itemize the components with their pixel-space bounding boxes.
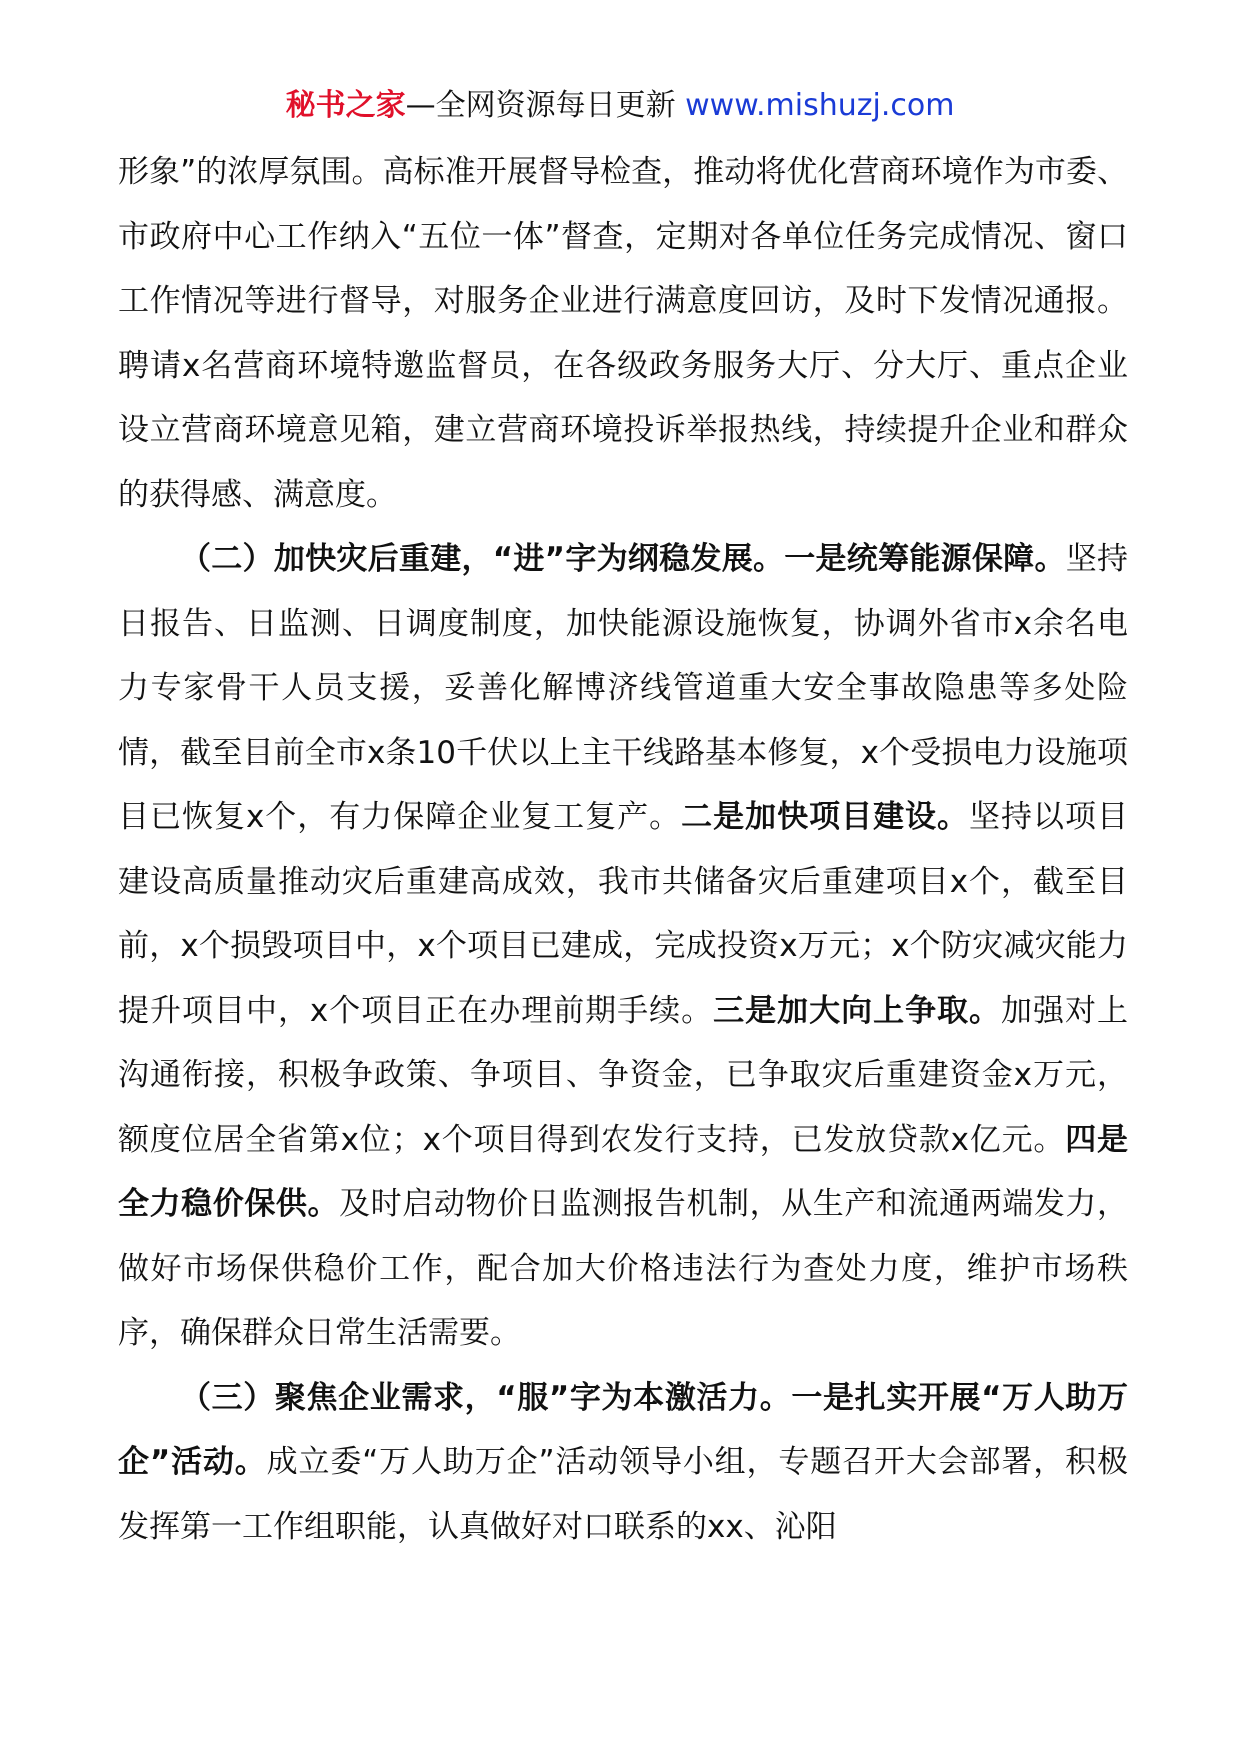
paragraph-continuation — [118, 140, 1128, 527]
point-heading: 三是加大向上争取。 — [713, 992, 1002, 1029]
paragraph-section-2 — [118, 527, 1128, 1366]
section-heading: （二）加快灾后重建，“进”字为纲稳发展。一是统筹能源保障。 — [180, 541, 1066, 577]
paragraph-text: 坚持日报告、日监测、日调度制度，加快能源设施恢复，协调外省市x余名电力专家骨干人员支援，妥善化解博济线管道重大安全事故隐患等多处险情，截至目前全市x条10千伏以上主干线路基本修复，x个受损电力设施项目已恢复x个，有力保障企业复工复产。 — [118, 541, 1129, 835]
header-url-link[interactable]: www.mishuzj.com — [685, 88, 955, 123]
paragraph-text: 及时启动物价日监测报告机制，从生产和流通两端发力，做好市场保供稳价工作，配合加大价格违法行为查处力度，维护市场秩序，确保群众日常生活需要。 — [118, 1186, 1129, 1351]
paragraph-section-3 — [118, 1366, 1128, 1560]
section-heading: （三）聚焦企业需求，“服”字为本激活力。一是扎实开展“万人助万企”活动。 — [118, 1379, 1128, 1480]
paragraph-text: 坚持以项目建设高质量推动灾后重建高成效，我市共储备灾后重建项目x个，截至目前，x个损毁项目中，x个项目已建成，完成投资x万元；x个防灾减灾能力提升项目中，x个项目正在办理前期手续。 — [118, 799, 1129, 1029]
header-slogan: —全网资源每日更新 — [405, 88, 676, 123]
paragraph-text: 形象”的浓厚氛围。高标准开展督导检查，推动将优化营商环境作为市委、市政府中心工作纳入“五位一体”督查，定期对各单位任务完成情况、窗口工作情况等进行督导，对服务企业进行满意度回访，及时下发情况通报。聘请x名营商环境特邀监督员，在各级政务服务大厅、分大厅、重点企业设立营商环境意见箱，建立营商环境投诉举报热线，持续提升企业和群众的获得感、满意度。 — [118, 154, 1128, 513]
point-heading: 二是加快项目建设。 — [681, 799, 970, 835]
paragraph-text: 成立委“万人助万企”活动领导小组，专题召开大会部署，积极发挥第一工作组职能，认真做好对口联系的xx、沁阳 — [118, 1444, 1128, 1545]
page-header — [0, 86, 1240, 126]
header-brand: 秘书之家 — [285, 88, 406, 123]
point-heading: 四是全力稳价保供。 — [118, 1121, 1128, 1222]
paragraph-text: 加强对上沟通衔接，积极争政策、争项目、争资金，已争取灾后重建资金x万元，额度位居全省第x位；x个项目得到农发行支持，已发放贷款x亿元。 — [118, 992, 1129, 1158]
document-body — [118, 140, 1128, 1559]
